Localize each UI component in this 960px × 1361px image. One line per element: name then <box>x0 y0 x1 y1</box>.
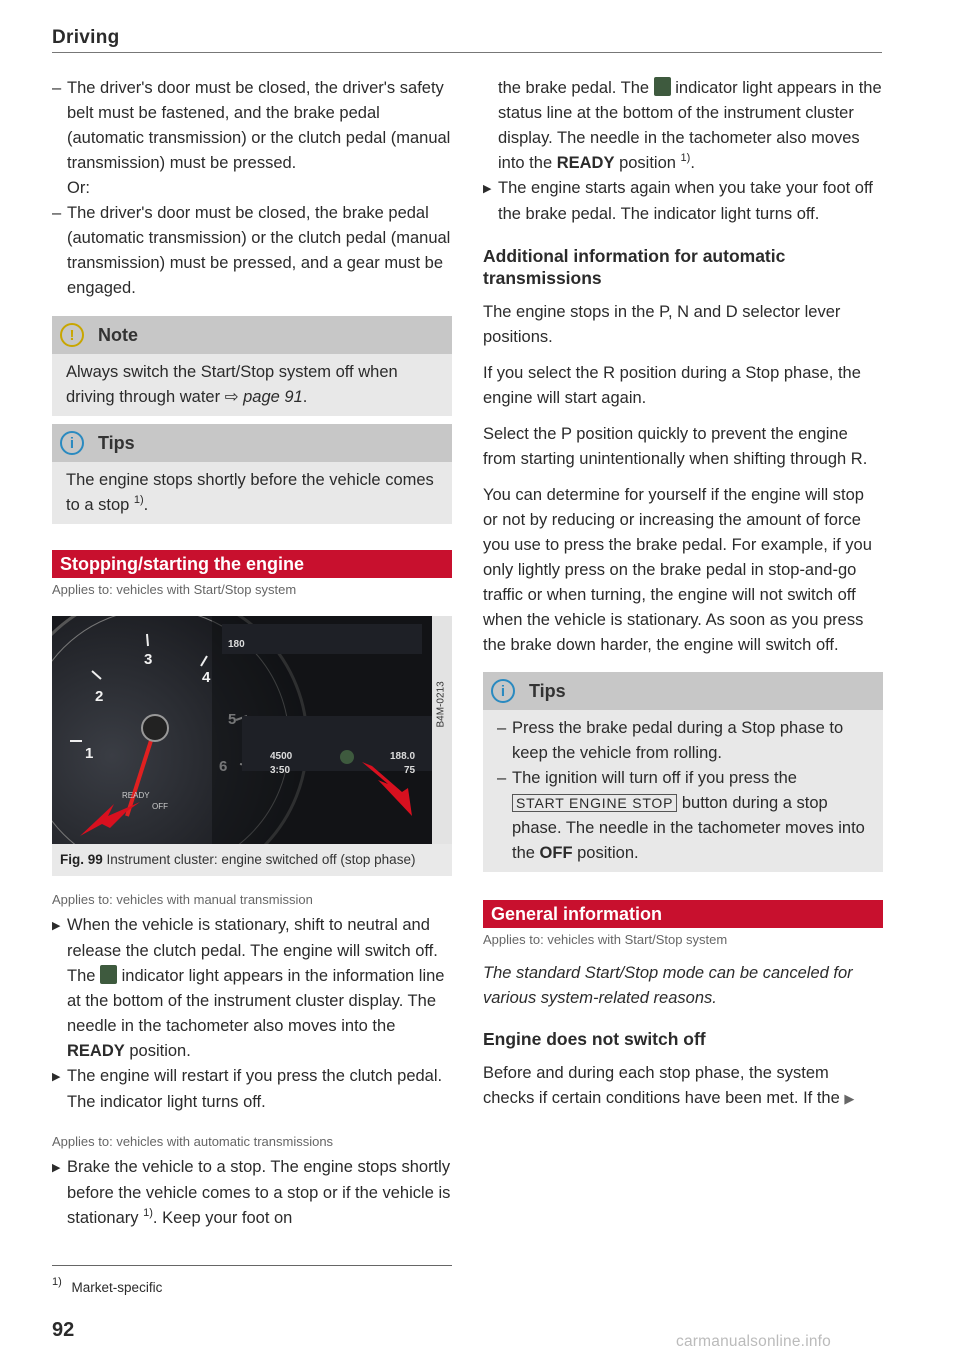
list-item <box>52 913 452 1064</box>
off-label: OFF <box>539 844 573 862</box>
tips-body <box>483 710 883 872</box>
tips-text: The engine stops shortly before the vehicle comes to a stop <box>66 471 434 514</box>
note-text: Always switch the Start/Stop system off when driving through water <box>66 363 398 406</box>
list-item <box>483 176 883 227</box>
arrow-icon: ▶ <box>52 1071 61 1083</box>
note-body <box>52 354 452 416</box>
figure-caption <box>52 844 452 876</box>
additional-info-heading: Additional information for automatic transmissions <box>483 246 786 288</box>
note-header <box>52 316 452 354</box>
paragraph-text: indicator light appears in the status line at the bottom of the instrument cluster display. The needle in the tachometer also moves into the <box>498 79 882 172</box>
arrow-icon: ▶ <box>52 1162 61 1174</box>
footnote-marker: 1) <box>143 1207 153 1219</box>
list-item-text: . Keep your foot on <box>152 1209 293 1227</box>
tips-title: Tips <box>529 680 566 701</box>
applies-to: Applies to: vehicles with Start/Stop system <box>52 582 297 597</box>
list-item-text: The engine will restart if you press the clutch pedal. The indicator light turns off. <box>67 1067 443 1111</box>
figure-label: Fig. 99 <box>60 852 103 867</box>
paragraph: Select the P position quickly to prevent the engine from starting unintentionally when shifting through R. <box>483 425 868 468</box>
arrow-icon: ▶ <box>483 183 492 195</box>
header-rule <box>52 52 882 53</box>
applies-to-automatic: Applies to: vehicles with automatic transmissions <box>52 1134 334 1149</box>
start-stop-indicator-icon <box>654 77 671 96</box>
note-title: Note <box>98 324 138 345</box>
list-item-text: The ignition will turn off if you press the <box>512 769 797 787</box>
paragraph-text: the brake pedal. The <box>498 79 650 97</box>
page-reference-link[interactable]: ⇨ page 91 <box>224 388 303 406</box>
list-item: – Press the brake pedal during a Stop phase to keep the vehicle from rolling. <box>497 719 844 762</box>
list-item-text: When the vehicle is stationary, shift to neutral and release the clutch pedal. The engine will switch off. The <box>67 916 438 985</box>
svg-text:3: 3 <box>144 651 153 668</box>
tips-end: . <box>143 496 149 514</box>
paragraph-text: . <box>690 154 695 172</box>
paragraph-text: position <box>619 154 676 172</box>
list-item: – The driver's door must be closed, the driver's safety belt must be fastened, and the brake pedal (automatic transmission) or the clutch pedal (manual transmission) must be pressed. <box>52 79 451 172</box>
tips-box <box>483 672 883 872</box>
list-item: – The ignition will turn off if you press the START ENGINE STOP button during a stop phase. The needle in the tachometer moves into the OFF position. <box>497 769 865 862</box>
ready-label: READY <box>556 154 615 172</box>
svg-text:2: 2 <box>95 688 104 705</box>
tips-header <box>52 424 452 462</box>
tips-box <box>52 424 452 524</box>
intro-paragraph: The standard Start/Stop mode can be canceled for various system-related reasons. <box>483 964 853 1007</box>
temperature-readout: 75 <box>404 765 416 776</box>
applies-to-manual: Applies to: vehicles with manual transmission <box>52 892 313 907</box>
instrument-cluster-image <box>52 616 452 844</box>
list-item-text: The driver's door must be closed, the brake pedal (automatic transmission) or the clutch pedal (manual transmission) must be pressed, and a gear must be engaged. <box>67 204 451 297</box>
page-header-title: Driving <box>52 27 120 48</box>
instrument-cluster-illustration <box>52 616 452 844</box>
footnote-marker: 1) <box>680 152 691 164</box>
start-stop-indicator-icon <box>100 965 117 984</box>
odometer-readout: 188.0 <box>390 751 416 762</box>
list-item-text: position. <box>577 844 639 862</box>
warning-icon: ! <box>60 323 84 347</box>
list-item-text: Brake the vehicle to a stop. The engine stops shortly before the vehicle comes to a stop or if the vehicle is stationary <box>67 1158 451 1227</box>
list-item-text: The driver's door must be closed, the driver's safety belt must be fastened, and the brake pedal (automatic transmission) or the clutch pedal (manual transmission) must be pressed. <box>67 79 451 172</box>
section-title: General information <box>483 900 883 928</box>
paragraph: You can determine for yourself if the engine will stop or not by reducing or increasing the amount of force you use to press the brake pedal. For example, if you only lightly press on the brake pedal in stop-and-go traffic or when turning, the engine will not switch off when the vehicle is stationary. As soon as you press the brake down harder, the engine will switch off. <box>483 486 872 654</box>
list-item-or: Or: <box>67 179 90 197</box>
list-item-text: indicator light appears in the information line at the bottom of the instrument cluster display. The needle in the tachometer also moves into the <box>67 967 445 1035</box>
footnote <box>52 1275 162 1300</box>
list-item-text: position. <box>129 1042 191 1060</box>
left-column <box>52 76 452 1231</box>
svg-text:4: 4 <box>202 669 211 686</box>
start-engine-stop-button-label: START ENGINE STOP <box>512 794 677 812</box>
paragraph: If you select the R position during a Stop phase, the engine will start again. <box>483 364 861 407</box>
list-item: – The driver's door must be closed, the brake pedal (automatic transmission) or the clutch pedal (manual transmission) must be pressed, and a gear must be engaged. <box>52 204 451 297</box>
applies-to: Applies to: vehicles with Start/Stop system <box>483 932 728 947</box>
tips-title: Tips <box>98 432 135 453</box>
footnote-text: Market-specific <box>71 1280 163 1295</box>
figure-caption-text: Instrument cluster: engine switched off (stop phase) <box>106 852 416 867</box>
note-box <box>52 316 452 416</box>
right-column <box>483 76 883 1111</box>
list-item-text: Press the brake pedal during a Stop phase to keep the vehicle from rolling. <box>512 719 844 762</box>
svg-text:1: 1 <box>85 745 94 762</box>
section-title: Stopping/starting the engine <box>52 550 452 578</box>
figure-99 <box>52 616 452 876</box>
continued-paragraph <box>483 76 883 176</box>
list-item-text: button during a stop phase. The needle in the tachometer moves into the <box>512 794 865 862</box>
footnote-rule <box>52 1265 452 1266</box>
page-number: 92 <box>52 1319 75 1341</box>
distance-readout: 4500 <box>270 751 293 762</box>
figure-code: B4M-0213 <box>435 681 447 728</box>
figure-code-tag <box>432 616 452 844</box>
list-item <box>52 1064 452 1115</box>
paragraph: The engine stops in the P, N and D selector lever positions. <box>483 303 841 346</box>
time-readout: 3:50 <box>270 765 291 776</box>
info-icon: i <box>60 431 84 455</box>
list-item-text: The engine starts again when you take your foot off the brake pedal. The indicator light turns off. <box>498 179 873 223</box>
svg-text:OFF: OFF <box>152 802 168 811</box>
list-item <box>52 1155 452 1231</box>
paragraph <box>483 1061 883 1111</box>
range-readout: 180 <box>228 639 245 650</box>
tips-body <box>52 462 452 524</box>
continue-arrow-icon: ▶ <box>844 1091 855 1106</box>
tips-header <box>483 672 883 710</box>
svg-text:READY: READY <box>122 791 150 800</box>
watermark: carmanualsonline.info <box>676 1333 831 1350</box>
footnote-mark: 1) <box>52 1276 62 1288</box>
subheading: Engine does not switch off <box>483 1029 706 1049</box>
info-icon: i <box>491 679 515 703</box>
arrow-icon: ▶ <box>52 920 61 932</box>
footnote-marker: 1) <box>133 494 144 506</box>
ready-label: READY <box>67 1042 125 1060</box>
paragraph-text: Before and during each stop phase, the system checks if certain conditions have been met. If the <box>483 1064 840 1107</box>
note-end: . <box>302 388 308 406</box>
